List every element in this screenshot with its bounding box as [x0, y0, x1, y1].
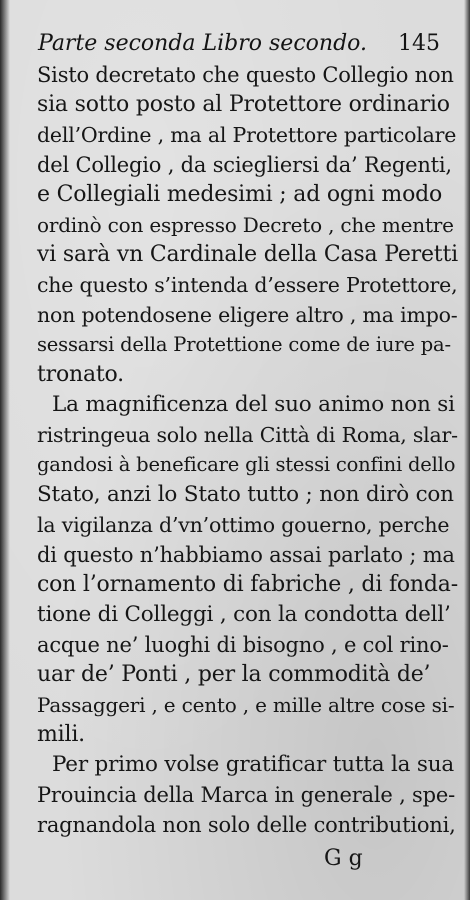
text-line: ragnandola non solo delle contributioni, [37, 813, 456, 837]
signature-mark: G g [324, 846, 363, 871]
page-left-shadow [0, 0, 10, 900]
text-line: e Collegiali medesimi ; ad ogni modo [37, 182, 443, 207]
text-line: tronato. [37, 362, 124, 387]
text-line: Sisto decretato che questo Collegio non [37, 63, 454, 87]
text-line: non potendosene eligere altro , ma impo- [37, 303, 458, 327]
text-line: dell’Ordine , ma al Protettore particolare [37, 123, 457, 147]
paragraph-first-line: Per primo volse gratificar tutta la sua [52, 752, 455, 777]
text-line: sia sotto posto al Protettore ordinario [37, 92, 450, 117]
text-line: la vigilanza d’vn’ottimo gouerno, perche [37, 513, 450, 537]
text-line: di questo n’habbiamo assai parlato ; ma [37, 543, 455, 567]
text-line: vi sarà vn Cardinale della Casa Peretti [37, 242, 458, 267]
text-line: che questo s’intenda d’essere Protettore, [37, 273, 458, 297]
text-line: Stato, anzi lo Stato tutto ; non dirò con [37, 482, 454, 507]
running-title: Parte seconda Libro secondo. [38, 31, 368, 56]
text-line: mili. [37, 722, 85, 747]
text-line: Prouincia della Marca in generale , spe- [37, 783, 455, 807]
page-right-shadow [464, 0, 470, 900]
text-line: acque ne’ luoghi di bisogno , e col rino- [37, 633, 449, 657]
text-line: con l’ornamento di fabriche , di fonda- [37, 572, 458, 597]
text-line: ordinò con espresso Decreto , che mentre [37, 213, 454, 237]
text-line: gandosi à beneficare gli stessi confini dello [37, 453, 456, 476]
text-line: tione di Colleggi , con la condotta dell’ [37, 602, 451, 627]
page-number: 145 [398, 31, 440, 56]
text-line: sessarsi della Protettione come de iure pa- [37, 333, 451, 356]
text-line: del Collegio , da sciegliersi da’ Regenti, [37, 153, 452, 177]
paragraph-first-line: La magnificenza del suo animo non si [52, 392, 455, 417]
text-line: Passaggeri , e cento , e mille altre cose si- [37, 693, 455, 717]
text-line: uar de’ Ponti , per la commodità de’ [37, 662, 431, 687]
text-line: ristringeua solo nella Città di Roma, slar- [37, 423, 458, 447]
